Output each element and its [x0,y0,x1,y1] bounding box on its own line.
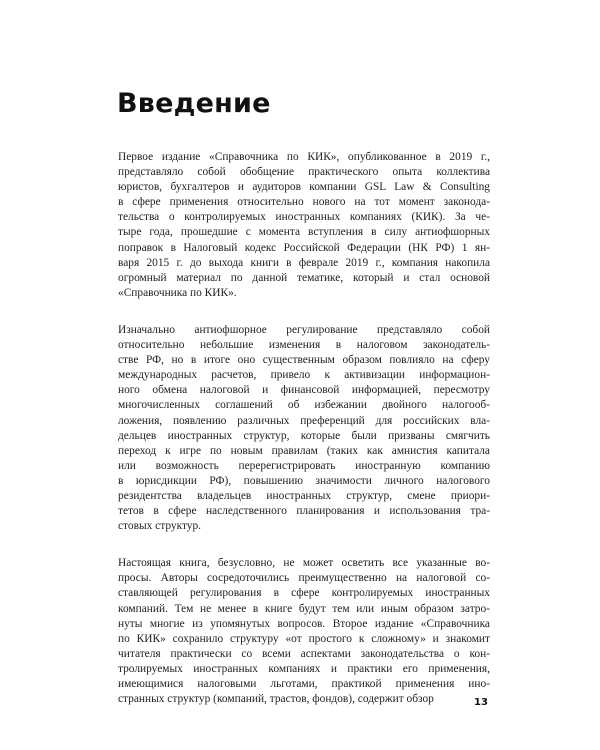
text-line: переход к игре по новым правилам (таких как амнистия капитала [118,444,490,457]
text-line: поправок в Налоговый кодекс Российской Федерации (НК РФ) 1 ян- [118,241,490,254]
text-line: тролируемых иностранных компаниях и практики его применения, [118,662,490,675]
text-line: в юрисдикции РФ), повышению значимости личного налогового [118,474,490,487]
paragraph [118,556,490,707]
text-line: международных расчетов, привело к активизации информацион- [118,369,490,382]
text-line: или возможность перерегистрировать иностранную компанию [118,459,490,472]
text-line: Первое издание «Справочника по КИК», опубликованное в 2019 г., [118,151,490,163]
text-line: тыре года, прошедшие с момента вступления в силу антиофшорных [118,226,490,239]
text-line: просы. Авторы сосредоточились преимущественно на налоговой со- [118,572,490,585]
text-line: тельства о контролируемых иностранных компаниях (КИК). За че- [118,211,490,224]
text-line: компаний. Тем не менее в книге будут тем или иным образом затро- [118,602,490,615]
text-line: резидентства владельцев иностранных структур, смене приори- [118,489,490,502]
text-line: тетов в сфере наследственного планирования и использования тра- [118,505,490,518]
text-line: огромный материал по данной тематике, который и стал основой [118,271,490,284]
text-line: имеющимися налоговыми льготами, практикой применения ино- [118,678,490,690]
text-line: читателя практически со всеми аспектами законодательства о кон- [118,647,490,660]
text-line: стовых структур. [118,520,202,533]
text-line: многочисленных соглашений об избежании двойного налогооб- [118,399,490,412]
text-line: Настоящая книга, безусловно, не может осветить все указанные во- [118,557,490,570]
text-line: стве РФ, но в итоге оно существенным образом повлияло на сферу [118,354,490,367]
text-line: ного обмена налоговой и финансовой информацией, пересмотру [118,384,490,397]
page-number: 13 [474,697,488,708]
text-line: «Справочника по КИК». [118,286,237,299]
text-line: Изначально антиофшорное регулирование представляло собой [118,323,490,336]
body-text [118,150,490,729]
text-line: ставляющей регулирования в сфере контролируемых иностранных [118,587,490,600]
text-line: в сфере применения относительно нового на тот момент законода- [118,196,490,209]
text-line: нуты многие из упомянутых вопросов. Второе издание «Справочника [118,617,490,630]
text-line: дельцев иностранных структур, которые были призваны смягчить [118,429,490,442]
text-line: ложения, появлению различных преференций для российских вла- [118,414,490,427]
chapter-heading: Введение [117,88,271,119]
text-line: относительно небольшие изменения в налоговом законодатель- [118,339,490,352]
text-line: варя 2015 г. до выхода книги в феврале 2019 г., компания накопила [118,256,490,269]
text-line: представляло собой обобщение практического опыта коллектива [118,166,490,179]
text-line: странных структур (компаний, трастов, фондов), содержит обзор [118,693,434,706]
paragraph [118,150,490,301]
text-line: юристов, бухгалтеров и аудиторов компании GSL Law & Consulting [118,181,490,194]
text-line: по КИК» сохранило структуру «от простого к сложному» и знакомит [118,632,490,645]
paragraph [118,323,490,534]
